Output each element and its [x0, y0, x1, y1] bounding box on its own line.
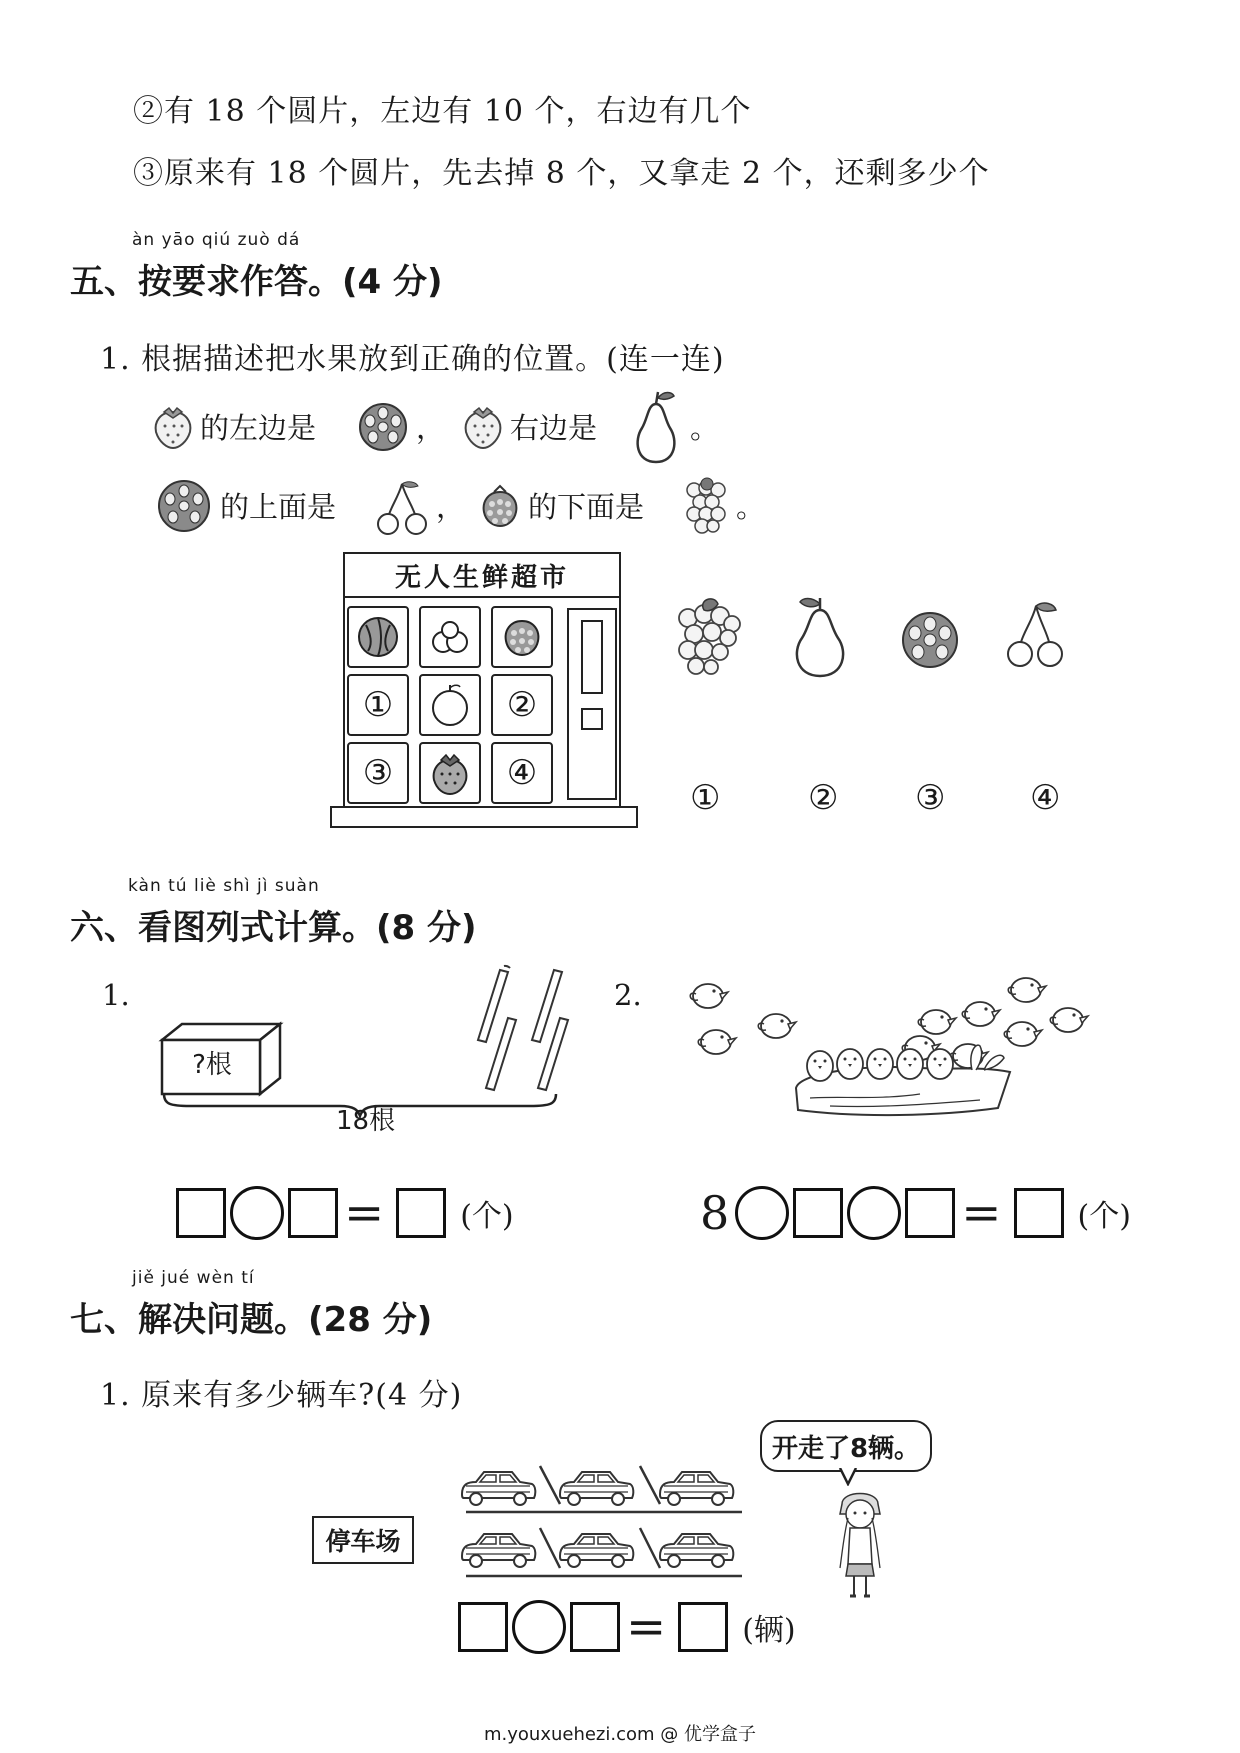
shelf-cell-grapes-small — [419, 606, 481, 668]
section-5-title: 五、按要求作答。(4 分) — [70, 262, 443, 302]
section-6-title: 六、看图列式计算。(8 分) — [70, 908, 477, 948]
section-7-question-1: 1. 原来有多少辆车?(4 分) — [100, 1378, 463, 1413]
question-2-text: ②有 18 个圆片，左边有 10 个，右边有几个 — [133, 94, 752, 129]
cell-number: ② — [506, 685, 538, 725]
answer-box[interactable] — [176, 1188, 226, 1238]
cell-number: ④ — [506, 753, 538, 793]
problem-1-number: 1. — [102, 978, 130, 1012]
operator-circle[interactable] — [847, 1186, 901, 1240]
clue-1-text-a: 的左边是 — [200, 411, 317, 445]
fresh-supermarket — [333, 552, 633, 808]
shelf-cell-4[interactable] — [491, 742, 553, 804]
answer-box[interactable] — [570, 1602, 620, 1652]
question-3-text: ③原来有 18 个圆片，先去掉 8 个，又拿走 2 个，还剩多少个 — [133, 156, 990, 191]
unit-label: (个) — [1077, 1199, 1131, 1234]
lotus-root-icon — [357, 401, 409, 453]
lotus-root-icon[interactable] — [900, 610, 960, 670]
shop-base — [330, 806, 638, 828]
equals-sign: = — [961, 1185, 1002, 1241]
equals-sign: = — [344, 1185, 385, 1241]
cherry-icon[interactable] — [1002, 600, 1068, 670]
speech-bubble: 开走了8辆。 — [760, 1420, 932, 1472]
section-6-pinyin: kàn tú liè shì jì suàn — [128, 876, 320, 896]
lotus-root-icon — [156, 478, 212, 534]
clue-2-text-c: 的下面是 — [528, 490, 645, 524]
shelf-cell-watermelon — [347, 606, 409, 668]
raspberry-icon — [500, 615, 544, 659]
strawberry-icon — [428, 750, 472, 796]
orange-icon — [427, 682, 473, 728]
parking-lot-sign: 停车场 — [312, 1516, 414, 1564]
section-7-pinyin: jiě jué wèn tí — [132, 1268, 255, 1288]
sticks-icon — [474, 962, 584, 1092]
shelf-cell-orange — [419, 674, 481, 736]
grapes-icon[interactable] — [674, 590, 742, 680]
shop-sign: 无人生鲜超市 — [343, 552, 621, 598]
parking-cars-illustration — [456, 1460, 746, 1600]
answer-box[interactable] — [288, 1188, 338, 1238]
vending-machine — [567, 608, 617, 800]
answer-box[interactable] — [1014, 1188, 1064, 1238]
clue-2-period: 。 — [736, 490, 766, 524]
shelf-cell-strawberry — [419, 742, 481, 804]
clue-1-text-c: 右边是 — [510, 411, 598, 445]
footer-watermark: m.youxuehezi.com @ 优学盒子 — [483, 1724, 756, 1745]
choice-4[interactable]: ④ — [1030, 778, 1061, 818]
answer-box[interactable] — [678, 1602, 728, 1652]
shelf-cell-3[interactable] — [347, 742, 409, 804]
choice-1[interactable]: ① — [690, 778, 721, 818]
answer-box[interactable] — [396, 1188, 446, 1238]
box-label: ?根 — [192, 1050, 232, 1080]
cherry-icon — [372, 478, 432, 538]
clue-2-comma: ， — [436, 490, 466, 524]
answer-box[interactable] — [458, 1602, 508, 1652]
equation-3 — [458, 1600, 796, 1654]
cell-number: ① — [362, 685, 394, 725]
clue-2-text-a: 的上面是 — [220, 490, 337, 524]
girl-figure-icon — [826, 1484, 894, 1604]
unit-label: (辆) — [742, 1613, 796, 1648]
pear-icon — [626, 386, 686, 466]
shelf-cell-1[interactable] — [347, 674, 409, 736]
answer-box[interactable] — [793, 1188, 843, 1238]
birds-illustration — [680, 960, 1120, 1160]
shelf-cell-raspberry — [491, 606, 553, 668]
equation-1 — [176, 1186, 514, 1240]
pear-icon[interactable] — [786, 590, 854, 680]
operator-circle[interactable] — [735, 1186, 789, 1240]
section-7-title: 七、解决问题。(28 分) — [70, 1300, 433, 1340]
section-5-pinyin: àn yāo qiú zuò dá — [132, 230, 301, 250]
problem-2-number: 2. — [614, 978, 642, 1012]
answer-box[interactable] — [905, 1188, 955, 1238]
berries-icon — [427, 614, 473, 660]
grapes-icon — [680, 474, 730, 536]
cell-number: ③ — [362, 753, 394, 793]
vending-slot — [581, 708, 603, 730]
vending-window — [581, 620, 603, 694]
strawberry-icon — [150, 404, 196, 450]
shelf-cell-2[interactable] — [491, 674, 553, 736]
section-5-question-1: 1. 根据描述把水果放到正确的位置。(连一连) — [100, 342, 725, 377]
operator-circle[interactable] — [230, 1186, 284, 1240]
choice-3[interactable]: ③ — [915, 778, 946, 818]
raspberry-icon — [476, 482, 524, 530]
strawberry-icon — [460, 404, 506, 450]
watermelon-icon — [356, 615, 400, 659]
unit-label: (个) — [460, 1199, 514, 1234]
clue-1-comma: ， — [416, 411, 446, 445]
equation-start-number: 8 — [700, 1186, 730, 1240]
total-label: 18根 — [336, 1106, 396, 1136]
choice-2[interactable]: ② — [808, 778, 839, 818]
clue-1-period: 。 — [690, 411, 720, 445]
equals-sign: = — [626, 1599, 667, 1655]
operator-circle[interactable] — [512, 1600, 566, 1654]
equation-2 — [700, 1186, 1131, 1240]
